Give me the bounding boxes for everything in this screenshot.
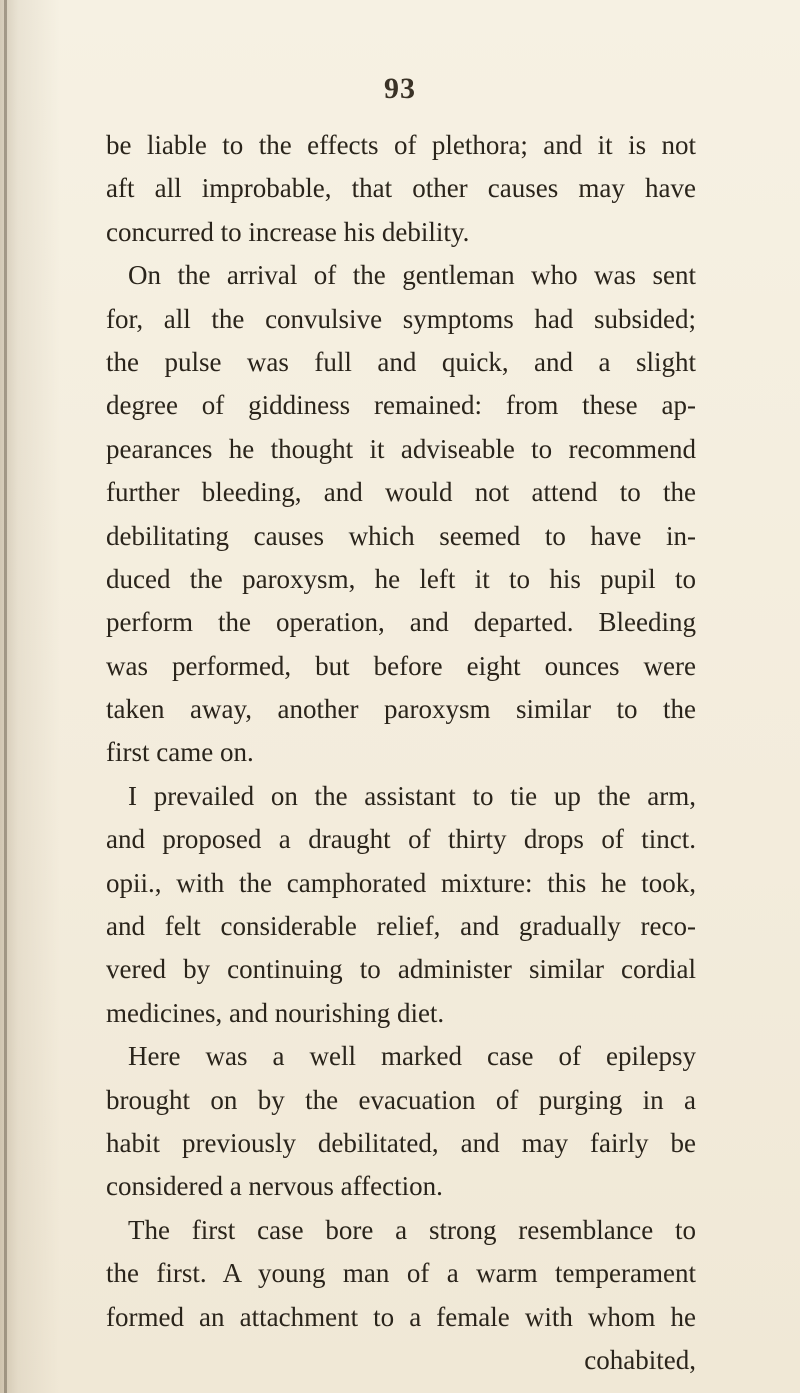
text-line: was performed, but before eight ounces were <box>106 650 696 681</box>
text-line: brought on by the evacuation of purging in a <box>106 1084 696 1115</box>
text-line: considered a nervous affection. <box>106 1171 443 1202</box>
text-line: and felt considerable relief, and gradually reco- <box>106 911 696 942</box>
text-line: the first. A young man of a warm temperament <box>106 1258 696 1289</box>
page-body <box>106 124 696 1382</box>
text-line: for, all the convulsive symptoms had subsided; <box>106 303 696 334</box>
text-line: medicines, and nourishing diet. <box>106 997 445 1028</box>
text-line: opii., with the camphorated mixture: this he took, <box>106 867 696 898</box>
paragraph-start-line: Here was a well marked case of epilepsy <box>128 1041 696 1072</box>
text-line: concurred to increase his debility. <box>106 216 470 247</box>
text-line: first came on. <box>106 737 254 768</box>
text-line: vered by continuing to administer similar cordial <box>106 954 696 985</box>
text-line: duced the paroxysm, he left it to his pupil to <box>106 563 696 594</box>
text-line: further bleeding, and would not attend to the <box>106 477 696 508</box>
text-line: habit previously debilitated, and may fairly be <box>106 1127 696 1158</box>
page-number: 93 <box>384 72 416 105</box>
text-line: aft all improbable, that other causes may have <box>106 173 696 204</box>
text-line: and proposed a draught of thirty drops of tinct. <box>106 824 696 855</box>
paragraph-start-line: I prevailed on the assistant to tie up the arm, <box>128 780 696 811</box>
text-line: degree of giddiness remained: from these ap- <box>106 390 696 421</box>
text-line: taken away, another paroxysm similar to the <box>106 694 696 725</box>
binding-gutter <box>4 0 7 1393</box>
paragraph-start-line: On the arrival of the gentleman who was sent <box>128 260 696 291</box>
catchword-line: cohabited, <box>584 1344 696 1375</box>
text-line: debilitating causes which seemed to have in- <box>106 520 696 551</box>
text-line: perform the operation, and departed. Bleeding <box>106 607 696 638</box>
text-line: pearances he thought it adviseable to recommend <box>106 433 696 464</box>
text-line: be liable to the effects of plethora; and it is not <box>106 130 696 160</box>
text-line: the pulse was full and quick, and a slight <box>106 346 696 377</box>
text-line: formed an attachment to a female with whom he <box>106 1301 696 1332</box>
paragraph-start-line: The first case bore a strong resemblance to <box>128 1214 696 1245</box>
